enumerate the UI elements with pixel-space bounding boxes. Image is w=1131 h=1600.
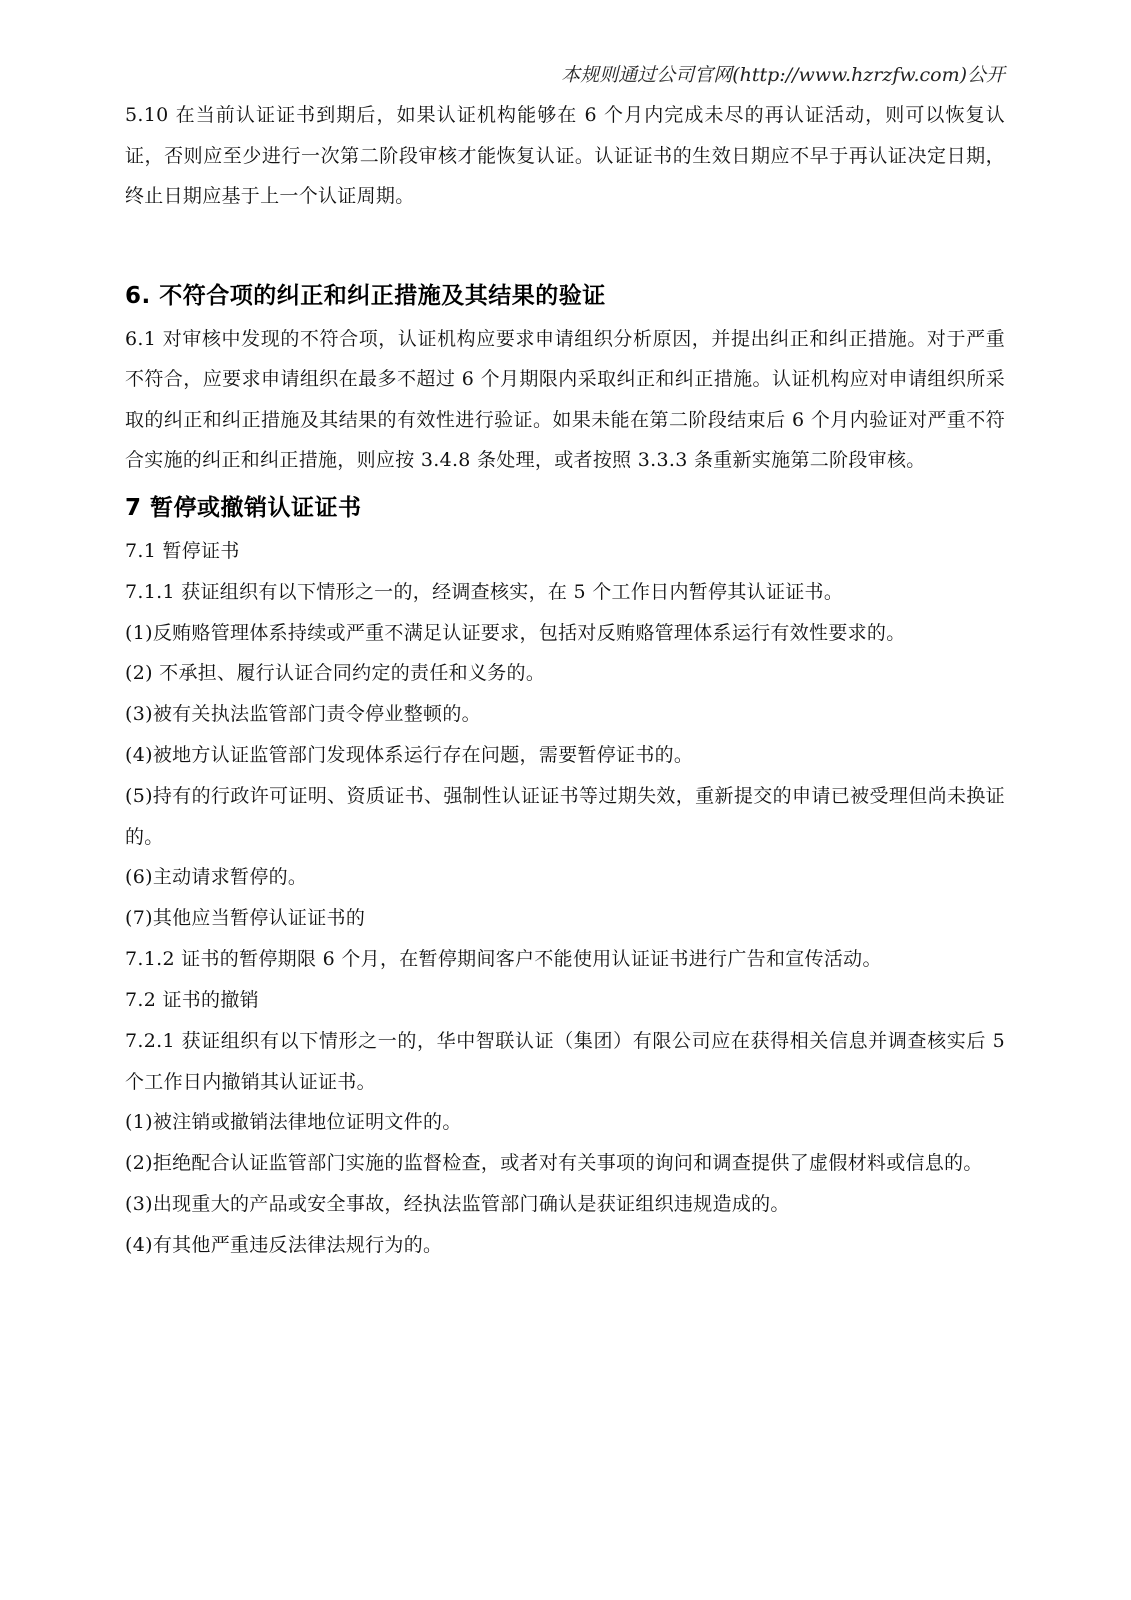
clause-7-2-1: 7.2.1 获证组织有以下情形之一的，华中智联认证（集团）有限公司应在获得相关信息并调查核实后 5 个工作日内撤销其认证证书。: [125, 1030, 1005, 1093]
section-7-heading: 7 暂停或撤销认证证书: [125, 494, 362, 521]
list-item: (4)有其他严重违反法律法规行为的。: [125, 1233, 443, 1256]
list-item: (3)被有关执法监管部门责令停业整顿的。: [125, 703, 481, 725]
list-item: (7)其他应当暂停认证证书的: [125, 907, 366, 929]
list-item: (2) 不承担、履行认证合同约定的责任和义务的。: [125, 662, 546, 684]
list-item: (1)反贿赂管理体系持续或严重不满足认证要求，包括对反贿赂管理体系运行有效性要求的。: [125, 621, 906, 644]
clause-7-1-1: 7.1.1 获证组织有以下情形之一的，经调查核实，在 5 个工作日内暂停其认证证书。: [125, 580, 844, 603]
clause-6-1: 6.1 对审核中发现的不符合项，认证机构应要求申请组织分析原因，并提出纠正和纠正措施。对于严重不符合，应要求申请组织在最多不超过 6 个月期限内采取纠正和纠正措施。认证机构应对申请组织所采取的纠正和纠正措施及其结果的有效性进行验证。如果未能在第二阶段结束后 6 个月内验证对严重不符合实施的纠正和纠正措施，则应按 3.4.8 条处理，或者按照 3.3.3 条重新实施第二阶段审核。: [125, 327, 1005, 471]
clause-7-1: 7.1 暂停证书: [125, 539, 240, 562]
header-disclosure-note: 本规则通过公司官网(http://www.hzrzfw.com)公开: [561, 64, 1005, 86]
list-item: (2)拒绝配合认证监管部门实施的监督检查，或者对有关事项的询问和调查提供了虚假材料或信息的。: [125, 1152, 983, 1174]
document-body: [125, 95, 1005, 1266]
list-item: (6)主动请求暂停的。: [125, 866, 308, 888]
clause-7-1-2: 7.1.2 证书的暂停期限 6 个月，在暂停期间客户不能使用认证证书进行广告和宣传活动。: [125, 948, 882, 970]
list-item: (3)出现重大的产品或安全事故，经执法监管部门确认是获证组织违规造成的。: [125, 1192, 790, 1215]
clause-5-10: 5.10 在当前认证证书到期后，如果认证机构能够在 6 个月内完成未尽的再认证活动，则可以恢复认证，否则应至少进行一次第二阶段审核才能恢复认证。认证证书的生效日期应不早于再认证决定日期，终止日期应基于上一个认证周期。: [125, 104, 1005, 207]
list-item: (1)被注销或撤销法律地位证明文件的。: [125, 1111, 462, 1133]
clause-7-2: 7.2 证书的撤销: [125, 989, 259, 1011]
section-6-heading: 6. 不符合项的纠正和纠正措施及其结果的验证: [125, 282, 606, 309]
list-item: (5)持有的行政许可证明、资质证书、强制性认证证书等过期失效，重新提交的申请已被受理但尚未换证的。: [125, 785, 1005, 848]
list-item: (4)被地方认证监管部门发现体系运行存在问题，需要暂停证书的。: [125, 744, 694, 766]
